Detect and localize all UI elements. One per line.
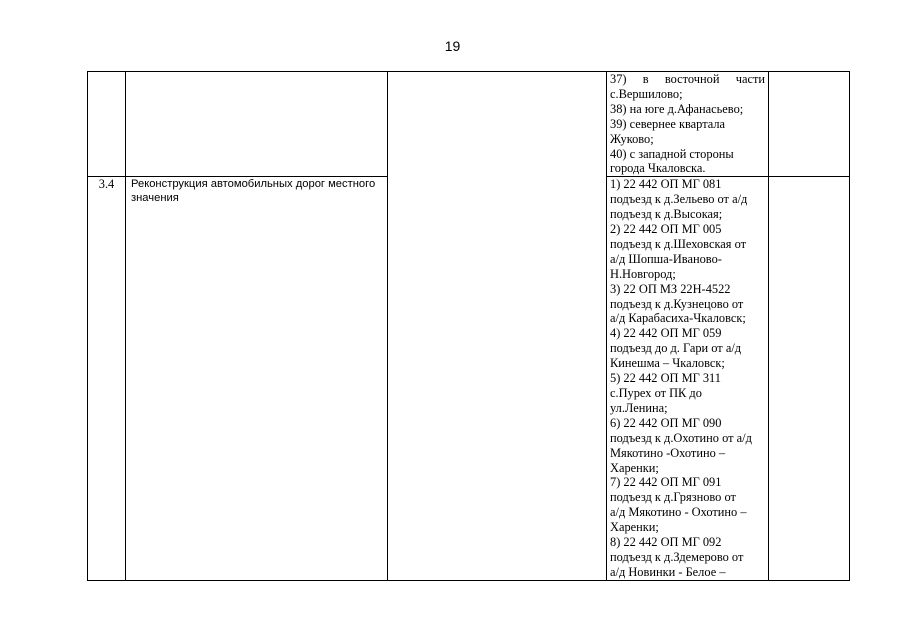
location-line: 38) на юге д.Афанасьево; [610,101,744,116]
location-line: подъезд к д.Высокая; [610,207,723,222]
location-line: 8) 22 442 ОП МГ 092 [610,535,722,550]
location-line: подъезд к д.Охотино от а/д [610,430,752,445]
location-line: подъезд до д. Гари от а/д [610,341,742,356]
row-number-cell [88,177,126,580]
location-line: 3) 22 ОП МЗ 22Н-4522 [610,281,731,296]
location-line: 7) 22 442 ОП МГ 091 [610,475,722,490]
merged-blank-cell [388,72,607,581]
location-line: Харенки; [610,520,659,535]
location-line: с.Вершилово; [610,86,683,101]
location-line: 6) 22 442 ОП МГ 090 [610,415,722,430]
row-number-cell [88,72,126,177]
location-line: подъезд к д.Кузнецово от [610,296,744,311]
location-line: 4) 22 442 ОП МГ 059 [610,326,722,341]
location-line: Н.Новгород; [610,266,676,281]
location-line: города Чкаловска. [610,161,706,176]
page-number: 19 [444,38,461,54]
location-line: а/д Карабасиха-Чкаловск; [610,311,746,326]
blank-cell [769,72,850,177]
location-list-cell [607,177,769,580]
action-cell [126,72,388,177]
location-line: 37) в восточной части [610,72,765,86]
location-list-cell [607,72,769,177]
location-line: Мякотино -Охотино – [610,445,726,460]
location-line: подъезд к д.Грязново от [610,490,736,505]
action-cell [126,177,388,580]
location-line: с.Пурех от ПК до [610,386,702,401]
location-line: подъезд к д.Зельево от а/д [610,192,748,207]
location-line: подъезд к д.Здемерово от [610,549,744,564]
location-line: 39) севернее квартала [610,116,726,131]
location-line: Жуково; [610,131,654,146]
location-line: 5) 22 442 ОП МГ 311 [610,371,721,386]
location-line: а/д Мякотино - Охотино – [610,505,747,520]
location-line: Кинешма – Чкаловск; [610,356,725,371]
location-line: 1) 22 442 ОП МГ 081 [610,177,722,192]
location-line: Харенки; [610,460,659,475]
measures-table [87,71,850,581]
location-line: 40) с западной стороны [610,146,734,161]
location-line: ул.Ленина; [610,400,668,415]
table-row [88,72,850,177]
action-text: Реконструкция автомобильных дорог местного значения [131,178,376,205]
location-line: подъезд к д.Шеховская от [610,236,747,251]
location-line: 2) 22 442 ОП МГ 005 [610,222,722,237]
location-line: а/д Новинки - Белое – [610,564,726,579]
location-line: а/д Шопша-Иваново- [610,251,722,266]
blank-cell [769,177,850,580]
row-number: 3.4 [98,177,115,192]
